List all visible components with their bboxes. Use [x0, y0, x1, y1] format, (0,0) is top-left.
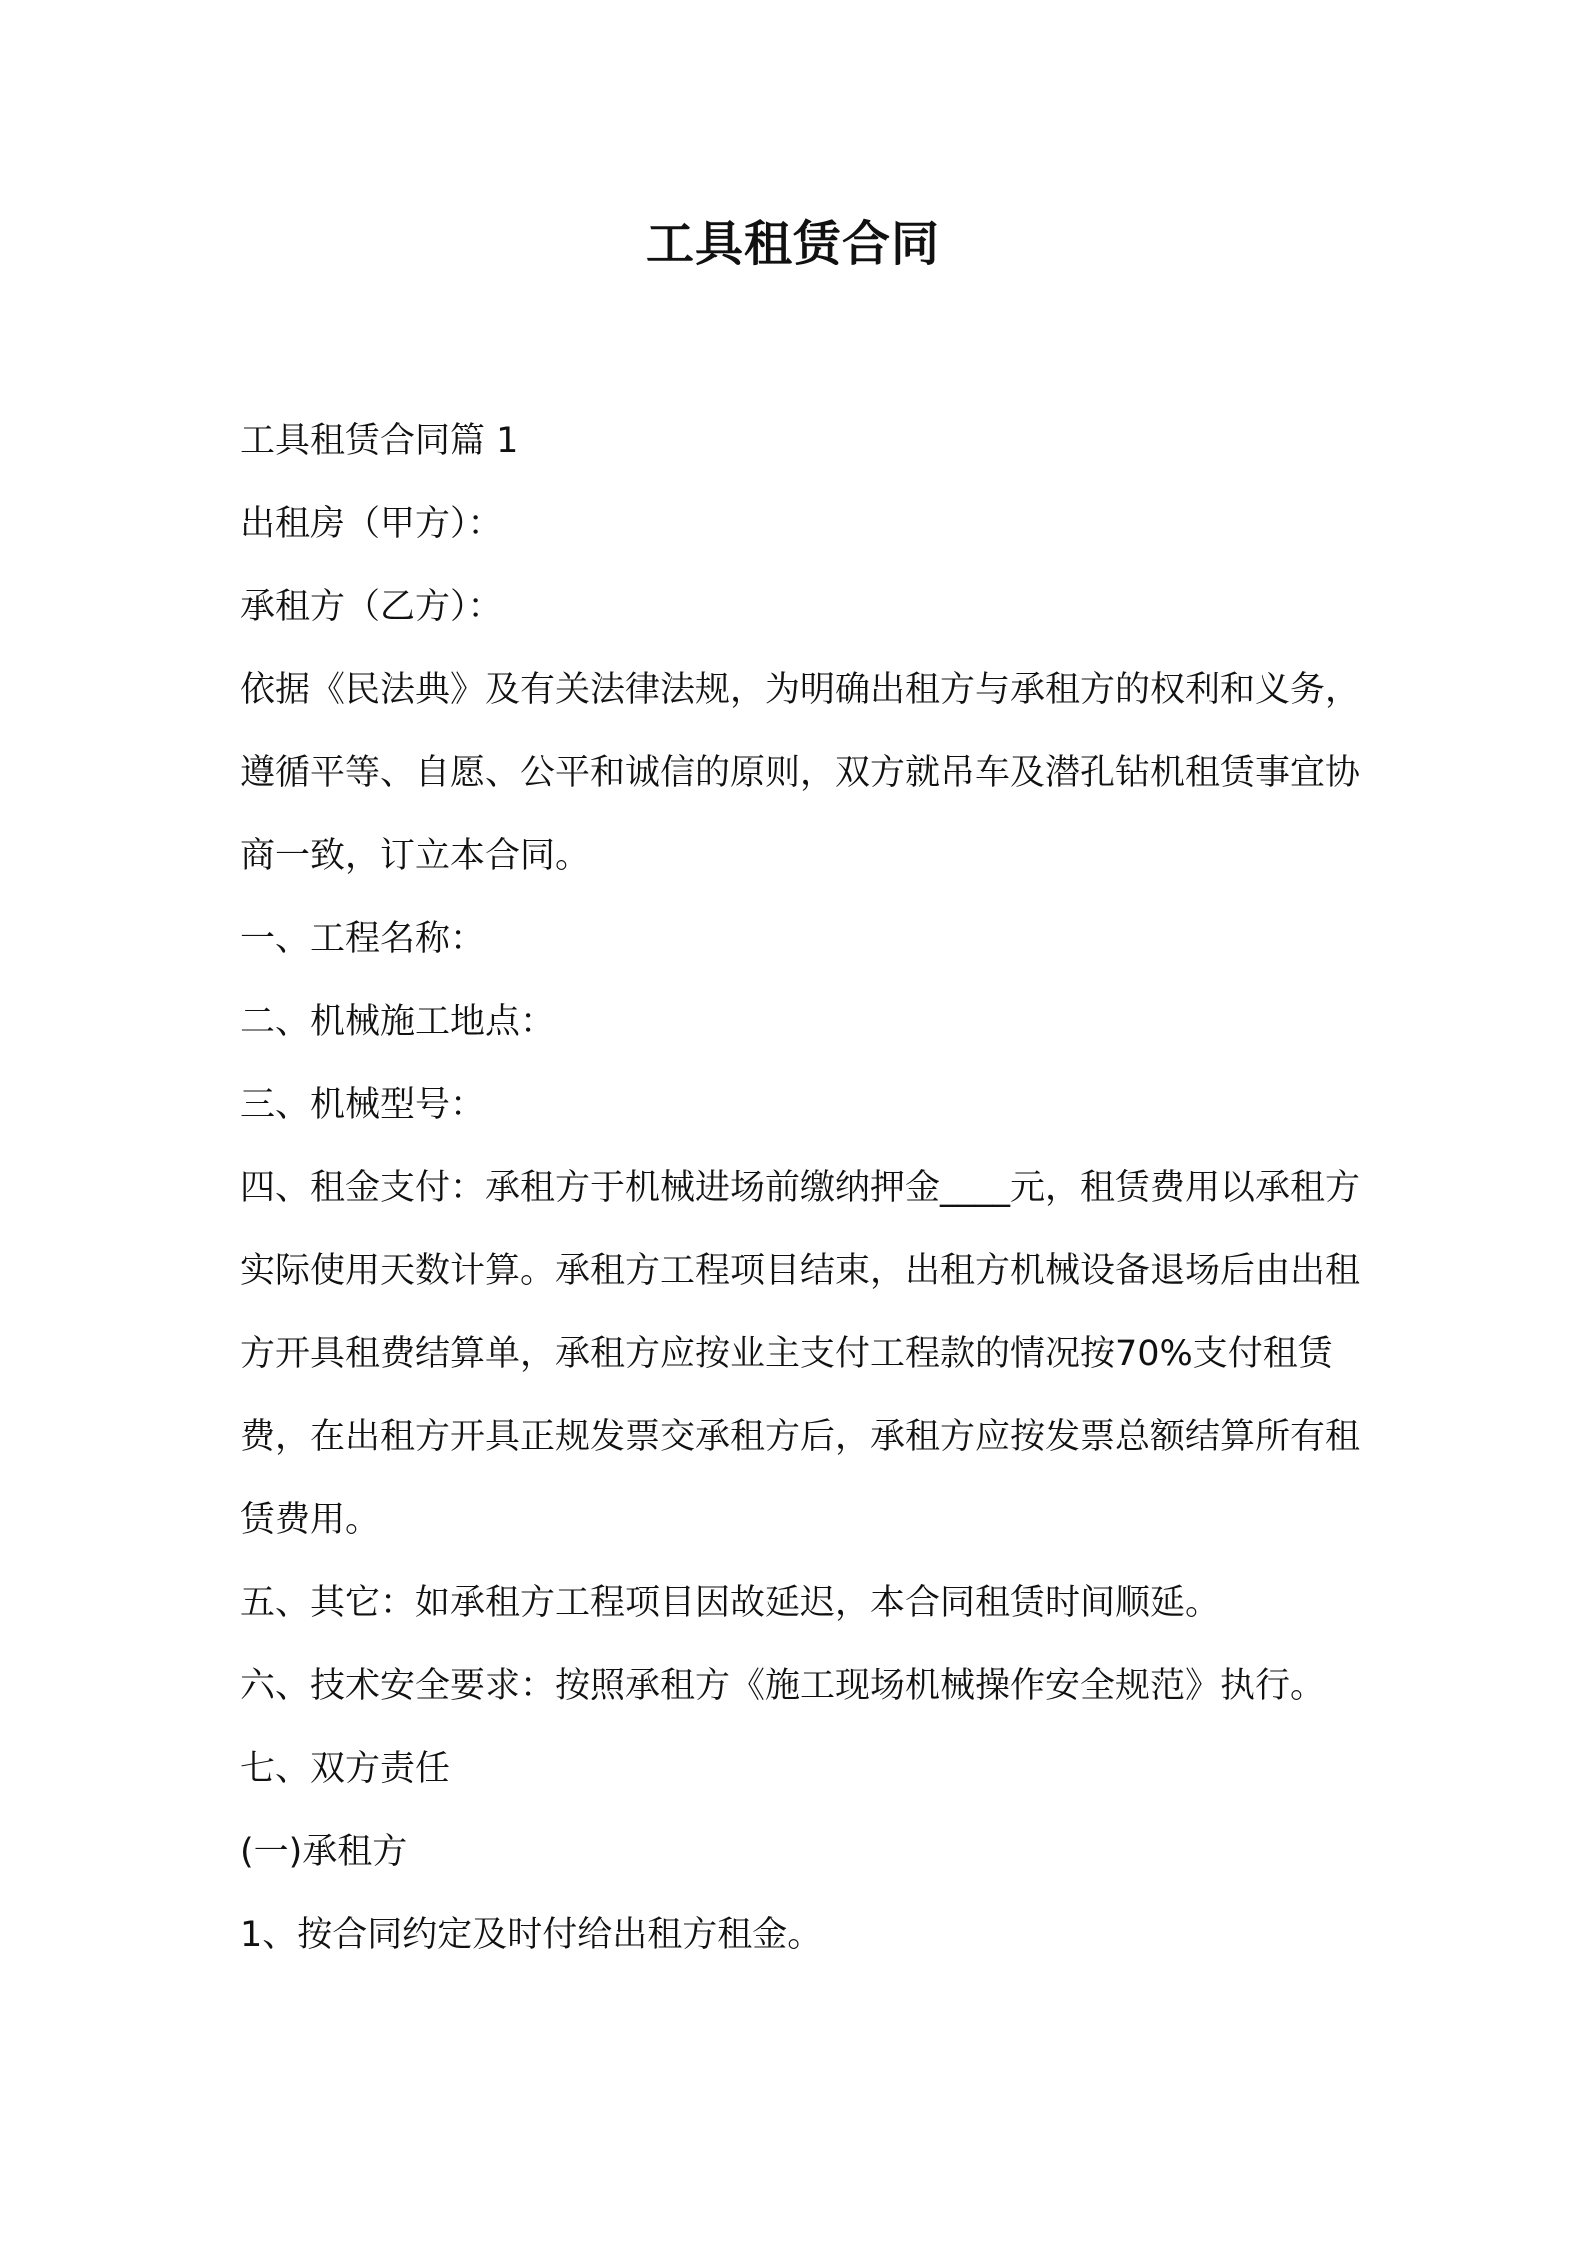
document-title: 工具租赁合同: [645, 216, 940, 272]
preamble-paragraph: 依据《民法典》及有关法律法规，为明确出租方与承租方的权利和义务，遵循平等、自愿、公平和诚信的原则，双方就吊车及潜孔钻机租赁事宜协商一致，订立本合同。: [240, 670, 1361, 876]
subclause-lessee: (一)承租方: [240, 1832, 408, 1872]
clause-safety: 六、技术安全要求：按照承租方《施工现场机械操作安全规范》执行。: [240, 1666, 1326, 1706]
clause-other: 五、其它：如承租方工程项目因故延迟，本合同租赁时间顺延。: [240, 1583, 1221, 1623]
document-body: [240, 400, 1360, 1977]
clause-model: 三、机械型号：: [240, 1085, 486, 1125]
section-heading: 工具租赁合同篇 1: [240, 421, 519, 461]
clause-location: 二、机械施工地点：: [240, 1002, 556, 1042]
item-1: 1、按合同约定及时付给出租方租金。: [240, 1915, 823, 1955]
clause-rent-payment: 四、租金支付：承租方于机械进场前缴纳押金____元，租赁费用以承租方实际使用天数计算。承租方工程项目结束，出租方机械设备退场后由出租方开具租费结算单，承租方应按业主支付工程款的情况按70%支付租赁费，在出租方开具正规发票交承租方后，承租方应按发票总额结算所有租赁费用。: [240, 1168, 1361, 1540]
lessee-line: 承租方（乙方）：: [240, 587, 503, 627]
clause-project-name: 一、工程名称：: [240, 919, 486, 959]
lessor-line: 出租房（甲方）：: [240, 504, 503, 544]
clause-responsibilities: 七、双方责任: [240, 1749, 451, 1789]
